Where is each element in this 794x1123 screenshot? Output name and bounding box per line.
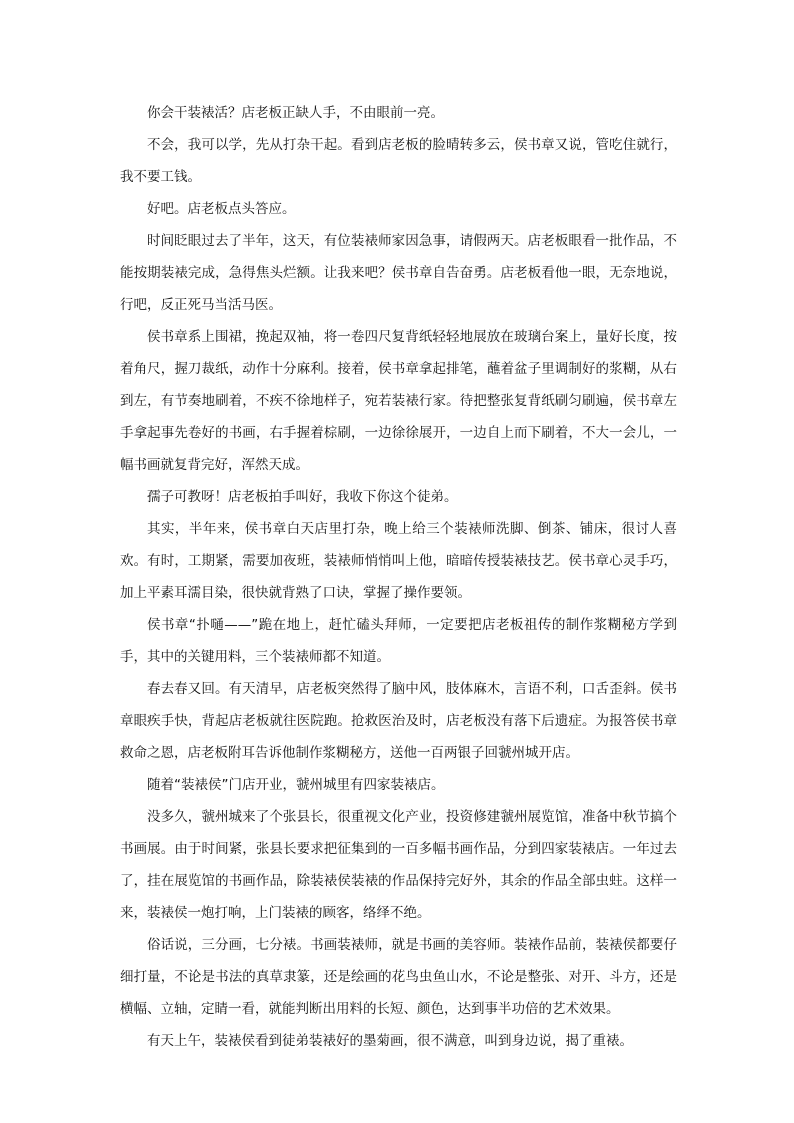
- paragraph: 不会，我可以学，先从打杂干起。看到店老板的脸晴转多云，侯书章又说，管吃住就行，我不要工钱。: [120, 137, 677, 185]
- paragraph: 随着“装裱侯”门店开业，虢州城里有四家装裱店。: [147, 777, 445, 793]
- paragraph: 好吧。店老板点头答应。: [147, 201, 296, 217]
- paragraph: 俗话说，三分画，七分裱。书画装裱师，就是书画的美容师。装裱作品前，装裱侯都要仔细打量，不论是书法的真草隶篆，还是绘画的花鸟虫鱼山水，不论是整张、对开、斗方，还是横幅、立轴，定睛一看，就能判断出用料的长短、颜色，达到事半功倍的艺术效果。: [120, 937, 677, 1017]
- paragraph: 有天上午，装裱侯看到徒弟装裱好的墨菊画，很不满意，叫到身边说，揭了重裱。: [147, 1033, 633, 1049]
- document-body: [120, 97, 677, 1057]
- paragraph: 侯书章“扑嗵——”跪在地上，赶忙磕头拜师，一定要把店老板祖传的制作浆糊秘方学到手，其中的关键用料，三个装裱师都不知道。: [120, 617, 677, 665]
- paragraph: 没多久，虢州城来了个张县长，很重视文化产业，投资修建虢州展览馆，准备中秋节搞个书画展。由于时间紧，张县长要求把征集到的一百多幅书画作品，分到四家装裱店。一年过去了，挂在展览馆的书画作品，除装裱侯装裱的作品保持完好外，其余的作品全部虫蛀。这样一来，装裱侯一炮打响，上门装裱的顾客，络绎不绝。: [120, 809, 677, 921]
- paragraph: 孺子可教呀！店老板拍手叫好，我收下你这个徒弟。: [147, 489, 458, 505]
- paragraph: 春去春又回。有天清早，店老板突然得了脑中风，肢体麻木，言语不利，口舌歪斜。侯书章眼疾手快，背起店老板就往医院跑。抢救医治及时，店老板没有落下后遗症。为报答侯书章救命之恩，店老板附耳告诉他制作浆糊秘方，送他一百两银子回虢州城开店。: [120, 681, 677, 761]
- paragraph: 时间眨眼过去了半年，这天，有位装裱师家因急事，请假两天。店老板眼看一批作品，不能按期装裱完成，急得焦头烂额。让我来吧？侯书章自告奋勇。店老板看他一眼，无奈地说，行吧，反正死马当活马医。: [120, 233, 677, 313]
- paragraph: 侯书章系上围裙，挽起双袖，将一卷四尺复背纸轻轻地展放在玻璃台案上，量好长度，按着角尺，握刀裁纸，动作十分麻利。接着，侯书章拿起排笔，蘸着盆子里调制好的浆糊，从右到左，有节奏地刷着，不疾不徐地样子，宛若装裱行家。待把整张复背纸刷匀刷遍，侯书章左手拿起事先卷好的书画，右手握着棕刷，一边徐徐展开，一边自上而下刷着，不大一会儿，一幅书画就复背完好，浑然天成。: [120, 329, 677, 473]
- paragraph: 其实，半年来，侯书章白天店里打杂，晚上给三个装裱师洗脚、倒茶、铺床，很讨人喜欢。有时，工期紧，需要加夜班，装裱师悄悄叫上他，暗暗传授装裱技艺。侯书章心灵手巧，加上平素耳濡目染，很快就背熟了口诀，掌握了操作要领。: [120, 521, 677, 601]
- paragraph: 你会干装裱活？店老板正缺人手，不由眼前一亮。: [147, 105, 444, 121]
